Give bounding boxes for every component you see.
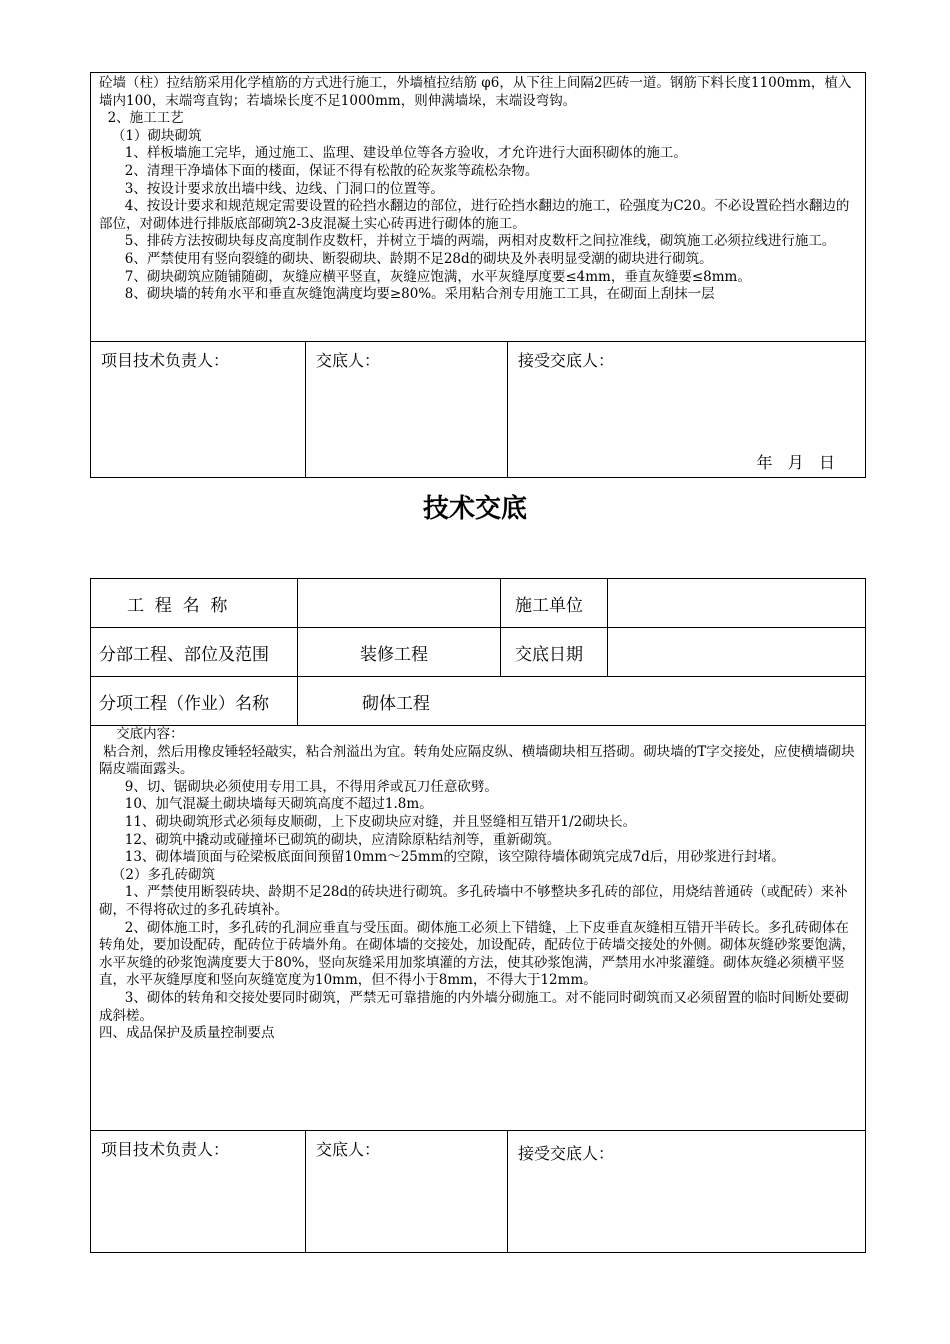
content-heading: 交底内容： — [99, 726, 184, 742]
paragraph: 2、清理干净墙体下面的楼面，保证不得有松散的砼灰浆等疏松杂物。 — [99, 162, 539, 179]
tech-lead-cell — [91, 342, 306, 477]
presenter-cell-2 — [306, 1131, 508, 1252]
paragraph: 5、排砖方法按砌块每皮高度制作皮数杆，并树立于墙的两端，两相对皮数杆之间拉准线，砌筑施工必须拉线进行施工。 — [99, 233, 836, 250]
date-value — [608, 628, 866, 677]
paragraph: 10、加气混凝土砌块墙每天砌筑高度不超过1.8m。 — [99, 796, 433, 813]
paragraph: 3、砌体的转角和交接处要同时砌筑，严禁无可靠措施的内外墙分砌施工。对不能同时砌筑而又必须留置的临时间断处要砌成斜槎。 — [99, 989, 849, 1024]
receiver-label-2: 接受交底人： — [518, 1144, 615, 1163]
presenter-label: 交底人： — [316, 351, 381, 370]
paragraph: 8、砌块墙的转角水平和垂直灰缝饱满度均要≥80%。采用粘合剂专用施工工具，在砌面上刮抹一层 — [99, 286, 715, 303]
paragraph: 3、按设计要求放出墙中线、边线、门洞口的位置等。 — [99, 180, 444, 197]
signature-row-1 — [90, 341, 866, 478]
project-name-label: 工 程 名 称 — [91, 579, 298, 628]
division-value: 装修工程 — [298, 628, 501, 677]
construction-unit-value — [608, 579, 866, 628]
paragraph: 13、砌体墙顶面与砼梁板底面间预留10mm～25mm的空隙，该空隙待墙体砌筑完成7d后，用砂浆进行封堵。 — [99, 849, 785, 866]
signature-row-2 — [90, 1130, 866, 1253]
paragraph: 12、砌筑中撬动或碰撞坏已砌筑的砌块，应清除原粘结剂等，重新砌筑。 — [99, 831, 561, 848]
date-label: 交底日期 — [501, 628, 608, 677]
paragraph: 砼墙（柱）拉结筋采用化学植筋的方式进行施工，外墙植拉结筋 φ6，从下往上间隔2匹砖一道。钢筋下料长度1100mm，植入墙内100，末端弯直钩；若墙垛长度不足1000mm，则伸满墙垛，末端设弯钩。 — [99, 75, 852, 109]
page-title: 技术交底 — [422, 494, 527, 524]
presenter-label-2: 交底人： — [316, 1140, 381, 1159]
presenter-cell — [306, 342, 508, 477]
paragraph: 粘合剂，然后用橡皮锤轻轻敲实，粘合剂溢出为宜。转角处应隔皮纵、横墙砌块相互搭砌。砌块墙的T字交接处，应使横墙砌块隔皮端面露头。 — [99, 743, 855, 778]
paragraph: 1、严禁使用断裂砖块、龄期不足28d的砖块进行砌筑。多孔砖墙中不够整块多孔砖的部位，用烧结普通砖（或配砖）来补砌，不得将砍过的多孔砖填补。 — [99, 884, 848, 918]
tech-lead-label: 项目技术负责人： — [101, 351, 230, 370]
paragraph: 4、按设计要求和规范规定需要设置的砼挡水翻边的部位，进行砼挡水翻边的施工，砼强度为C20。不必设置砼挡水翻边的部位，对砌体进行排版底部砌筑2-3皮混凝土实心砖再进行砌体的施工。 — [99, 198, 850, 232]
paragraph: 6、严禁使用有竖向裂缝的砌块、断裂砌块、龄期不足28d的砌块及外表明显受潮的砌块进行砌筑。 — [99, 250, 713, 267]
paragraph: （2）多孔砖砌筑 — [99, 866, 215, 883]
paragraph: 9、切、锯砌块必须使用专用工具，不得用斧或瓦刀任意砍劈。 — [99, 778, 498, 795]
content-box — [90, 725, 866, 1131]
info-table — [90, 578, 866, 726]
paragraph: 7、砌块砌筑应随铺随砌，灰缝应横平竖直，灰缝应饱满，水平灰缝厚度要≤4mm，垂直灰缝要≤8mm。 — [99, 268, 751, 285]
tech-lead-label-2: 项目技术负责人： — [101, 1140, 230, 1159]
paragraph: 1、样板墙施工完毕，通过施工、监理、建设单位等各方验收，才允许进行大面积砌体的施工。 — [99, 145, 687, 162]
construction-unit-label: 施工单位 — [501, 579, 608, 628]
project-name-value — [298, 579, 501, 628]
paragraph: 2、砌体施工时，多孔砖的孔洞应垂直与受压面。砌体施工必须上下错缝，上下皮垂直灰缝相互错开半砖长。多孔砖砌体在转角处，要加设配砖，配砖位于砖墙外角。在砌体墙的交接处，加设配砖，配砖位于砖墙交接处的外侧。砌体灰缝砂浆要饱满，水平灰缝的砂浆饱满度要大于80%，竖向灰缝采用加浆填灌的方法，使其砂浆饱满，严禁用水冲浆灌缝。砌体灰缝必须横平竖直，水平灰缝厚度和竖向灰缝宽度为10mm，但不得小于8mm，不得大于12mm。 — [99, 919, 855, 989]
top-content-box — [90, 72, 866, 342]
division-label: 分部工程、部位及范围 — [91, 628, 298, 677]
tech-lead-cell-2 — [91, 1131, 306, 1252]
paragraph: 11、砌块砌筑形式必须每皮顺砌，上下皮砌块应对缝，并且竖缝相互错开1/2砌块长。 — [99, 813, 637, 830]
content-text — [99, 744, 857, 1043]
subitem-label: 分项工程（作业）名称 — [91, 677, 298, 726]
receiver-cell — [508, 342, 865, 477]
paragraph: 2、施工工艺 — [99, 110, 184, 127]
receiver-cell-2 — [508, 1131, 865, 1252]
receiver-label: 接受交底人： — [518, 351, 615, 370]
subitem-value: 砌体工程 — [298, 677, 866, 726]
top-content-text — [99, 75, 857, 304]
paragraph: 四、成品保护及质量控制要点 — [99, 1025, 275, 1042]
paragraph: （1）砌块砌筑 — [99, 127, 202, 144]
sign-date: 年 月 日 — [756, 453, 835, 472]
